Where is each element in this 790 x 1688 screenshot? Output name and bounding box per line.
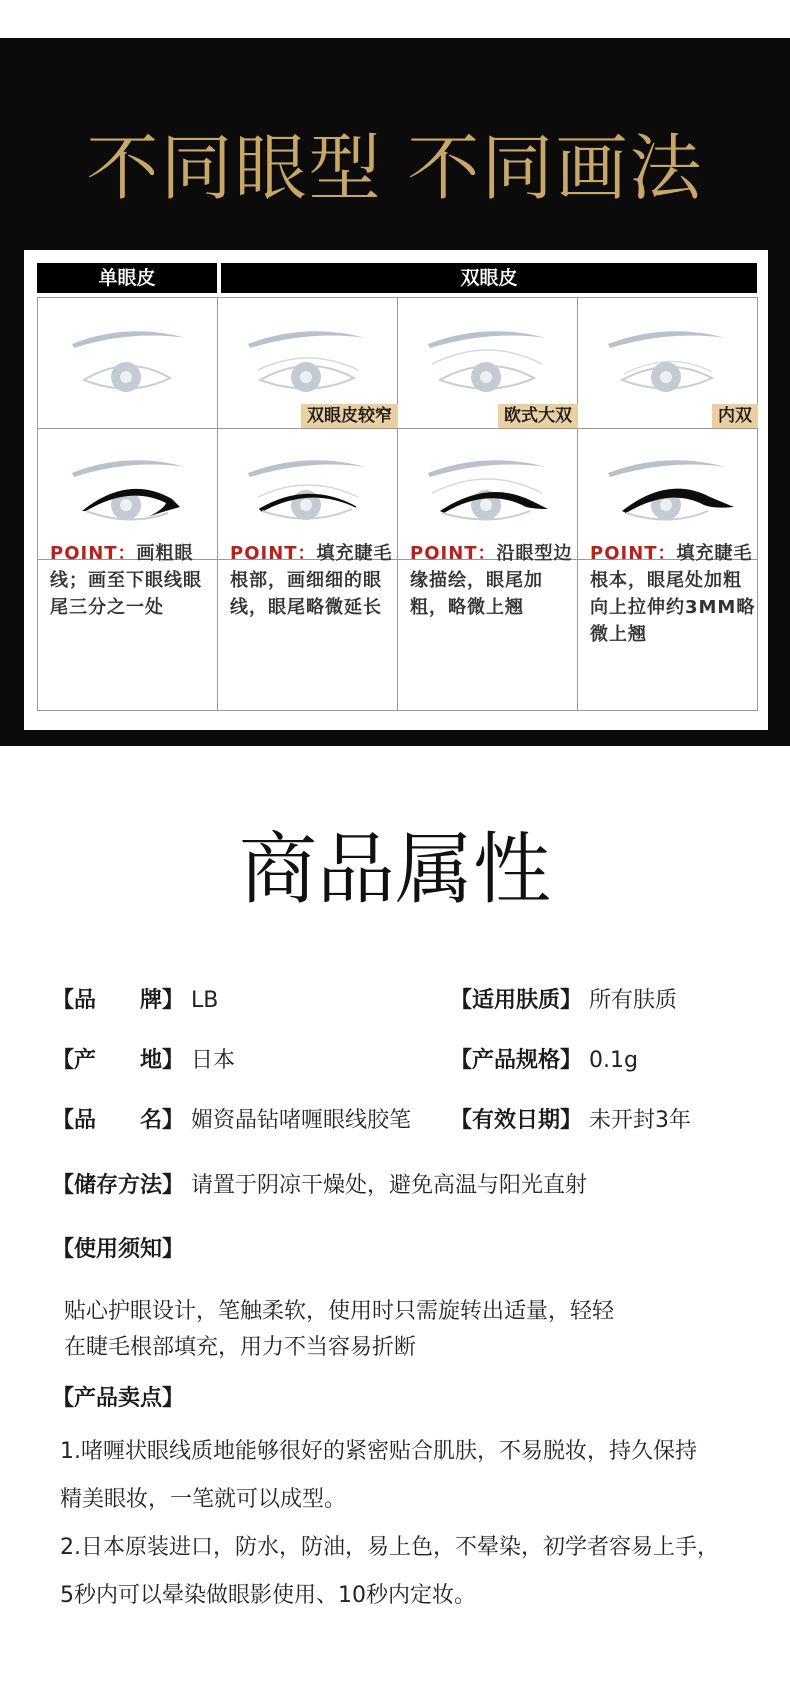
- skin-row: [450, 986, 677, 1016]
- skin-label: 【适用肤质】: [450, 988, 583, 1013]
- name-value: 媚资晶钻啫喱眼线胶笔: [191, 1108, 412, 1133]
- expiry-label: 【有效日期】: [450, 1108, 583, 1133]
- point-euro-double: POINT：沿眼型边缘描绘，眼尾加粗，略微上翘: [410, 543, 573, 618]
- single-eyelid-header: 单眼皮: [37, 263, 217, 293]
- eye-euro-double-bare: [398, 298, 578, 428]
- point-inner-double: POINT：填充睫毛根本，眼尾处加粗向上拉伸约3MM略微上翘: [590, 543, 756, 645]
- selling-heading: 【产品卖点】: [52, 1386, 185, 1411]
- brand-row: [52, 986, 218, 1016]
- brand-value: LB: [191, 988, 219, 1013]
- name-row: [52, 1106, 411, 1136]
- point-narrow-double: POINT：填充睫毛根部，画细细的眼线，眼尾略微延长: [230, 543, 393, 618]
- origin-row: [52, 1046, 235, 1076]
- origin-value: 日本: [191, 1048, 236, 1073]
- storage-row: [52, 1171, 587, 1201]
- hero-title: 不同眼型 不同画法: [86, 126, 704, 210]
- selling-text: 1.啫喱状眼线质地能够很好的紧密贴合肌肤，不易脱妆，持久保持 精美眼妆，一笔就可以成型。 2.日本原装进口，防水，防油，易上色，不晕染，初学者容易上手， 5秒内可以晕染做眼影使用、10秒内定妆。: [60, 1439, 719, 1608]
- spec-row: [450, 1046, 638, 1076]
- origin-label: 【产 地】: [52, 1048, 185, 1073]
- point-single: POINT：画粗眼线；画至下眼线眼尾三分之一处: [50, 543, 202, 618]
- eye-shape-card: [24, 250, 768, 730]
- usage-heading: 【使用须知】: [52, 1237, 185, 1262]
- brand-label: 【品 牌】: [52, 988, 185, 1013]
- tag-narrow-double: 双眼皮较窄: [301, 404, 398, 428]
- eye-inner-double-bare: [578, 298, 758, 428]
- eye-narrow-double-bare: [218, 298, 398, 428]
- section-title: 商品属性: [238, 825, 551, 915]
- spec-label: 【产品规格】: [450, 1048, 583, 1073]
- tag-euro-double: 欧式大双: [498, 404, 578, 428]
- double-eyelid-header: 双眼皮: [221, 263, 757, 293]
- usage-text: 贴心护眼设计，笔触柔软，使用时只需旋转出适量，轻轻 在睫毛根部填充，用力不当容易折断: [64, 1299, 615, 1360]
- storage-value: 请置于阴凉干燥处，避免高温与阳光直射: [191, 1173, 588, 1198]
- spec-value: 0.1g: [589, 1048, 638, 1073]
- storage-label: 【储存方法】: [52, 1173, 185, 1198]
- tag-inner-double: 内双: [712, 404, 758, 428]
- expiry-row: [450, 1106, 691, 1136]
- skin-value: 所有肤质: [589, 988, 678, 1013]
- name-label: 【品 名】: [52, 1108, 185, 1133]
- expiry-value: 未开封3年: [589, 1108, 692, 1133]
- hero-banner: [0, 38, 790, 746]
- eye-single-bare: [38, 298, 218, 428]
